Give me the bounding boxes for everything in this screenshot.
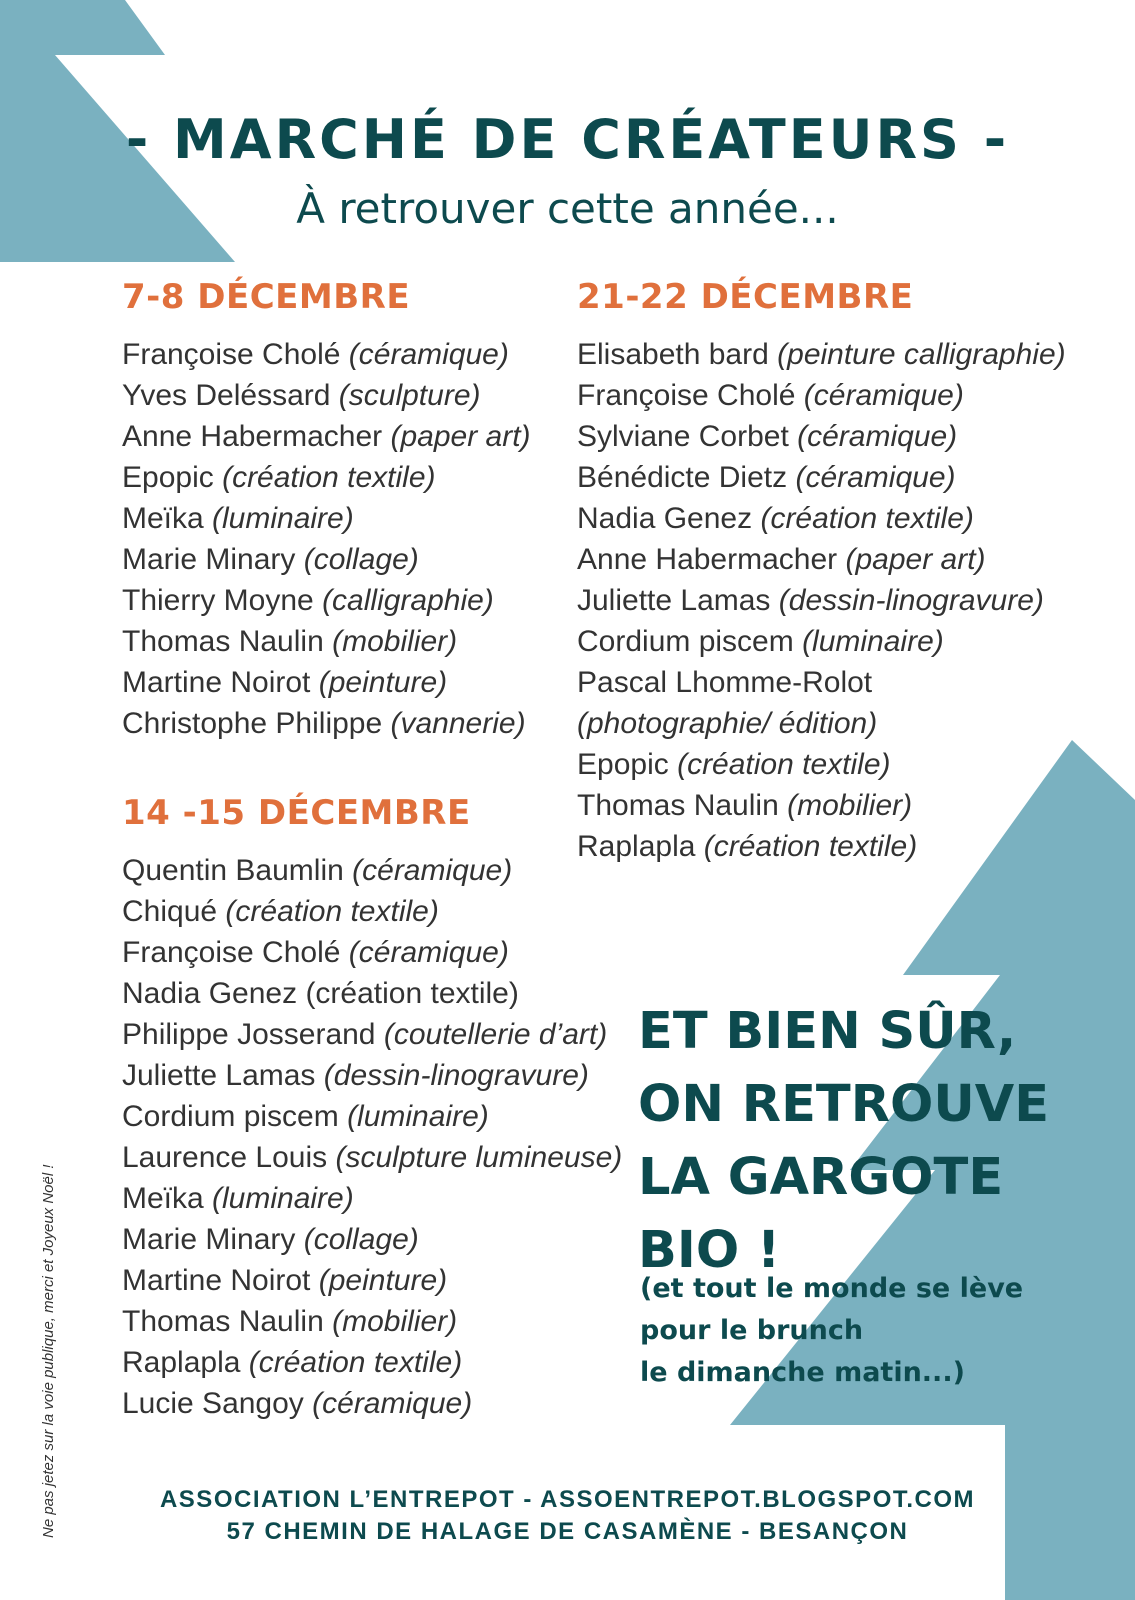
creator-name: Thierry Moyne	[122, 584, 323, 617]
creator-name: Quentin Baumlin	[122, 854, 353, 887]
footer-association: ASSOCIATION L’ENTREPOT - ASSOENTREPOT.BLOGSPOT.COM	[159, 1486, 976, 1513]
creator-name: Meïka	[122, 502, 213, 535]
creator-name: Anne Habermacher	[577, 543, 846, 576]
creator-craft: (céramique)	[797, 420, 958, 453]
creator-entry	[122, 1137, 622, 1178]
announcement-line: BIO !	[638, 1221, 781, 1280]
creator-craft: (dessin-linogravure)	[778, 584, 1044, 617]
brunch-note-line: pour le brunch	[640, 1315, 864, 1346]
creator-craft: (luminaire)	[347, 1100, 489, 1133]
creator-craft: (céramique)	[803, 379, 964, 412]
creator-craft: (création textile)	[677, 748, 891, 781]
creator-entry	[122, 498, 531, 539]
brunch-note-line: le dimanche matin...)	[640, 1357, 965, 1388]
creator-craft: (paper art)	[390, 420, 531, 453]
creator-name: Raplapla	[122, 1346, 249, 1379]
creator-entry	[122, 891, 622, 932]
creator-entry	[122, 580, 531, 621]
creator-entry	[122, 1260, 622, 1301]
creator-craft: (céramique)	[352, 854, 513, 887]
creator-name: Martine Noirot	[122, 1264, 319, 1297]
creator-name: Laurence Louis	[122, 1141, 336, 1174]
creator-name: Bénédicte Dietz	[577, 461, 796, 494]
creator-craft: (sculpture)	[338, 379, 481, 412]
creator-name: Epopic	[577, 748, 678, 781]
creator-entry	[122, 703, 531, 744]
creator-craft: (création textile)	[225, 895, 439, 928]
creator-name: Françoise Cholé	[122, 338, 349, 371]
creator-entry	[122, 457, 531, 498]
creator-craft: (peinture calligraphie)	[777, 338, 1066, 371]
creator-name: Lucie Sangoy	[122, 1387, 313, 1420]
creator-craft: (céramique)	[348, 338, 509, 371]
creator-entry	[577, 621, 1066, 662]
creator-entry	[577, 498, 1066, 539]
creator-name: Nadia Genez	[577, 502, 761, 535]
creator-craft: (peinture)	[318, 1264, 448, 1297]
creator-craft: (céramique)	[348, 936, 509, 969]
creator-entry	[577, 375, 1066, 416]
creator-entry	[122, 1014, 622, 1055]
creator-name: Marie Minary	[122, 543, 304, 576]
creator-craft: (création textile)	[703, 830, 918, 863]
side-note: Ne pas jetez sur la voie publique, merci et Joyeux Noël !	[40, 1164, 57, 1538]
creator-name: Martine Noirot	[122, 666, 319, 699]
creator-name: Pascal Lhomme-Rolot	[577, 666, 873, 699]
creator-entry	[122, 662, 531, 703]
creator-craft: (paper art)	[845, 543, 986, 576]
creator-name: Christophe Philippe	[122, 707, 391, 740]
creator-entry	[122, 1055, 622, 1096]
creator-entry	[577, 662, 1066, 703]
announcement-line: ON RETROUVE	[638, 1075, 1050, 1134]
date-heading-14-15: 14 -15 DÉCEMBRE	[122, 793, 471, 833]
creator-craft: (mobilier)	[332, 1305, 458, 1338]
creator-name: Epopic	[122, 461, 223, 494]
creator-craft: (collage)	[303, 1223, 419, 1256]
page-title: - MARCHÉ DE CRÉATEURS -	[125, 108, 1010, 171]
creator-entry	[122, 1301, 622, 1342]
creator-entry	[122, 375, 531, 416]
creator-craft: (luminaire)	[212, 502, 354, 535]
creator-craft: (vannerie)	[390, 707, 526, 740]
gargote-announcement	[638, 995, 1049, 1287]
creator-name: Meïka	[122, 1182, 213, 1215]
creator-entry	[122, 1096, 622, 1137]
creator-craft: (création textile)	[248, 1346, 463, 1379]
creator-name: Nadia Genez (création textile)	[122, 977, 519, 1010]
creator-craft: (création textile)	[760, 502, 974, 535]
creator-entry	[577, 334, 1066, 375]
announcement-line: ET BIEN SÛR,	[638, 1002, 1017, 1061]
creator-entry	[122, 416, 531, 457]
creator-craft: (peinture)	[318, 666, 448, 699]
creator-name: Thomas Naulin	[122, 1305, 333, 1338]
creator-entry	[577, 416, 1066, 457]
creator-name: Cordium piscem	[122, 1100, 348, 1133]
creator-name: Raplapla	[577, 830, 704, 863]
creator-name: Françoise Cholé	[577, 379, 804, 412]
creator-craft: (création textile)	[222, 461, 436, 494]
creator-craft: (sculpture lumineuse)	[335, 1141, 623, 1174]
creator-entry	[577, 457, 1066, 498]
creator-name: Chiqué	[122, 895, 226, 928]
brunch-note-line: (et tout le monde se lève	[640, 1273, 1024, 1304]
creator-entry	[577, 826, 1066, 867]
creator-name: Thomas Naulin	[122, 625, 333, 658]
creator-entry	[577, 580, 1066, 621]
creator-entry	[122, 932, 622, 973]
creator-name: Philippe Josserand	[122, 1018, 384, 1051]
creator-entry	[122, 1342, 622, 1383]
creator-list-14-15	[122, 850, 622, 1424]
creator-entry	[577, 703, 1066, 744]
creator-craft: (céramique)	[312, 1387, 473, 1420]
creator-entry	[577, 785, 1066, 826]
creator-craft: (dessin-linogravure)	[323, 1059, 589, 1092]
creator-name: Sylviane Corbet	[577, 420, 798, 453]
creator-craft: (collage)	[303, 543, 419, 576]
creator-list-7-8	[122, 334, 531, 744]
creator-entry	[122, 1178, 622, 1219]
creator-entry	[122, 1219, 622, 1260]
creator-entry	[122, 334, 531, 375]
creator-craft: (luminaire)	[212, 1182, 354, 1215]
creator-craft: (photographie/ édition)	[577, 707, 878, 740]
creator-entry	[122, 1383, 622, 1424]
footer-address: 57 CHEMIN DE HALAGE DE CASAMÈNE - BESANÇON	[226, 1518, 909, 1545]
creator-name: Marie Minary	[122, 1223, 304, 1256]
creator-name: Elisabeth bard	[577, 338, 778, 371]
creator-craft: (céramique)	[795, 461, 956, 494]
creator-entry	[122, 973, 622, 1014]
brunch-note	[640, 1268, 1023, 1394]
creator-name: Yves Deléssard	[122, 379, 339, 412]
announcement-line: LA GARGOTE	[638, 1148, 1004, 1207]
creator-name: Anne Habermacher	[122, 420, 391, 453]
date-heading-7-8: 7-8 DÉCEMBRE	[122, 277, 411, 317]
creator-entry	[122, 850, 622, 891]
creator-name: Cordium piscem	[577, 625, 803, 658]
date-heading-21-22: 21-22 DÉCEMBRE	[577, 277, 914, 317]
creator-entry	[122, 621, 531, 662]
creator-craft: (mobilier)	[332, 625, 458, 658]
creator-entry	[577, 744, 1066, 785]
creator-name: Françoise Cholé	[122, 936, 349, 969]
creator-craft: (calligraphie)	[322, 584, 494, 617]
creator-craft: (luminaire)	[802, 625, 944, 658]
creator-entry	[577, 539, 1066, 580]
creator-craft: (coutellerie d’art)	[383, 1018, 608, 1051]
creator-name: Juliette Lamas	[122, 1059, 324, 1092]
creator-name: Juliette Lamas	[577, 584, 779, 617]
creator-name: Thomas Naulin	[577, 789, 788, 822]
creator-entry	[122, 539, 531, 580]
page-subtitle: À retrouver cette année...	[296, 184, 839, 233]
creator-craft: (mobilier)	[787, 789, 913, 822]
creator-list-21-22	[577, 334, 1066, 867]
